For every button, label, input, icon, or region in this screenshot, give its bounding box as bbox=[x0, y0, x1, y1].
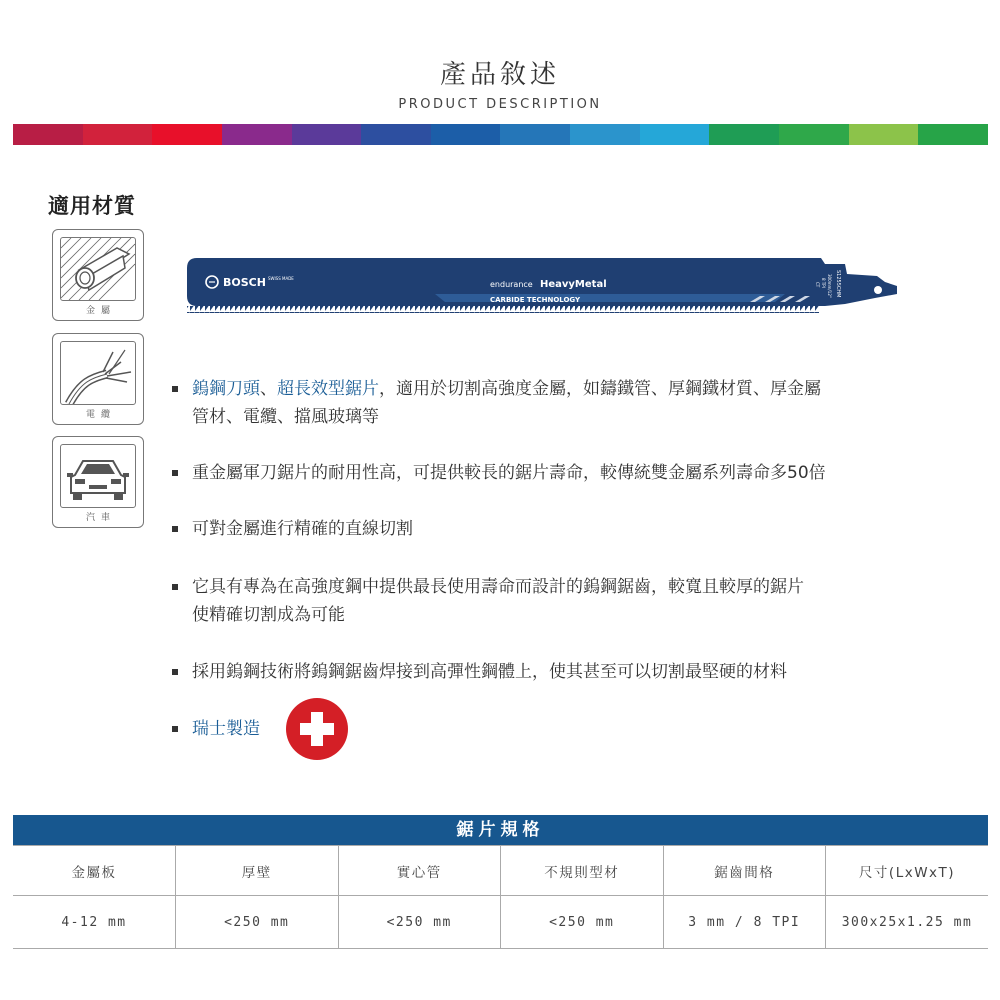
metal-pipe-icon bbox=[60, 237, 136, 301]
bullet bbox=[172, 526, 178, 532]
color-bar-segment bbox=[431, 124, 501, 145]
feature-item bbox=[172, 573, 962, 629]
bullet bbox=[172, 669, 178, 675]
column-header: 金屬板 bbox=[13, 846, 176, 896]
blade-brand: BOSCH bbox=[223, 276, 266, 289]
feature-separator: 、 bbox=[260, 379, 277, 399]
material-label: 金屬 bbox=[85, 306, 116, 316]
saw-blade-image bbox=[185, 256, 905, 318]
column-header: 實心管 bbox=[338, 846, 501, 896]
color-bar-segment bbox=[570, 124, 640, 145]
feature-text: 採用鎢鋼技術將鎢鋼鋸齒焊接到高彈性鋼體上，使其甚至可以切割最堅硬的材料 bbox=[192, 662, 787, 682]
blade-series: HeavyMetal bbox=[540, 279, 607, 290]
feature-text: 重金屬軍刀鋸片的耐用性高，可提供較長的鋸片壽命，較傳統雙金屬系列壽命多50倍 bbox=[192, 463, 826, 483]
materials-heading: 適用材質 bbox=[48, 194, 136, 218]
material-label: 汽車 bbox=[85, 513, 116, 523]
feature-text: 瑞士製造 bbox=[192, 719, 260, 739]
cable-icon bbox=[60, 341, 136, 405]
table-header-row bbox=[13, 846, 988, 896]
color-bar-segment bbox=[222, 124, 292, 145]
spec-table bbox=[13, 845, 988, 949]
table-cell: <250 mm bbox=[338, 896, 501, 949]
color-bar-segment bbox=[361, 124, 431, 145]
column-header: 尺寸(LxWxT) bbox=[826, 846, 989, 896]
car-icon bbox=[60, 444, 136, 508]
table-cell: 300x25x1.25 mm bbox=[826, 896, 989, 949]
feature-highlight: 鎢鋼刀頭 bbox=[192, 379, 260, 399]
color-bar-segment bbox=[152, 124, 222, 145]
color-bar-segment bbox=[918, 124, 988, 145]
bullet bbox=[172, 584, 178, 590]
blade-spec-line: 300mm/12" bbox=[827, 274, 832, 298]
table-cell: <250 mm bbox=[501, 896, 664, 949]
feature-item bbox=[172, 375, 962, 431]
blade-technology: CARBIDE TECHNOLOGY bbox=[490, 296, 581, 304]
blade-spec-line: 8 TPI bbox=[821, 278, 826, 288]
column-header: 不規則型材 bbox=[501, 846, 664, 896]
bullet bbox=[172, 726, 178, 732]
color-bar-segment bbox=[83, 124, 153, 145]
blade-series-prefix: endurance bbox=[490, 280, 533, 289]
blade-code: S1255CHM bbox=[835, 270, 841, 298]
feature-text: 使精確切割成為可能 bbox=[192, 605, 345, 625]
table-row bbox=[13, 896, 988, 949]
feature-text: 它具有專為在高強度鋼中提供最長使用壽命而設計的鎢鋼鋸齒，較寬且較厚的鋸片 bbox=[192, 577, 804, 597]
color-bar-segment bbox=[849, 124, 919, 145]
color-bar-segment bbox=[13, 124, 83, 145]
color-bar-segment bbox=[779, 124, 849, 145]
feature-item bbox=[172, 515, 962, 543]
blade-spec-line: CT bbox=[815, 282, 820, 288]
page-title: 產品敘述 bbox=[439, 60, 560, 90]
material-label: 電纜 bbox=[85, 410, 116, 420]
column-header: 鋸齒間格 bbox=[663, 846, 826, 896]
feature-text: 管材、電纜、擋風玻璃等 bbox=[192, 407, 379, 427]
feature-text: 可對金屬進行精確的直線切割 bbox=[192, 519, 413, 539]
feature-highlight: 超長效型鋸片 bbox=[277, 379, 379, 399]
table-cell: <250 mm bbox=[176, 896, 339, 949]
table-cell: 4-12 mm bbox=[13, 896, 176, 949]
bullet bbox=[172, 470, 178, 476]
feature-item bbox=[172, 459, 962, 487]
blade-made: SWISS MADE bbox=[268, 276, 294, 281]
color-bar-segment bbox=[640, 124, 710, 145]
material-metal bbox=[52, 229, 144, 321]
color-bar-segment bbox=[500, 124, 570, 145]
color-bar-segment bbox=[709, 124, 779, 145]
page-subtitle: PRODUCT DESCRIPTION bbox=[398, 97, 602, 112]
swiss-cross-icon bbox=[286, 698, 348, 760]
material-cable bbox=[52, 333, 144, 425]
bullet bbox=[172, 386, 178, 392]
column-header: 厚壁 bbox=[176, 846, 339, 896]
feature-item bbox=[172, 658, 962, 686]
material-car bbox=[52, 436, 144, 528]
spec-title: 鋸片規格 bbox=[13, 815, 988, 845]
table-cell: 3 mm / 8 TPI bbox=[663, 896, 826, 949]
rainbow-color-bar bbox=[13, 124, 988, 145]
feature-text: ，適用於切割高強度金屬，如鑄鐵管、厚鋼鐵材質、厚金屬 bbox=[379, 379, 821, 399]
color-bar-segment bbox=[292, 124, 362, 145]
